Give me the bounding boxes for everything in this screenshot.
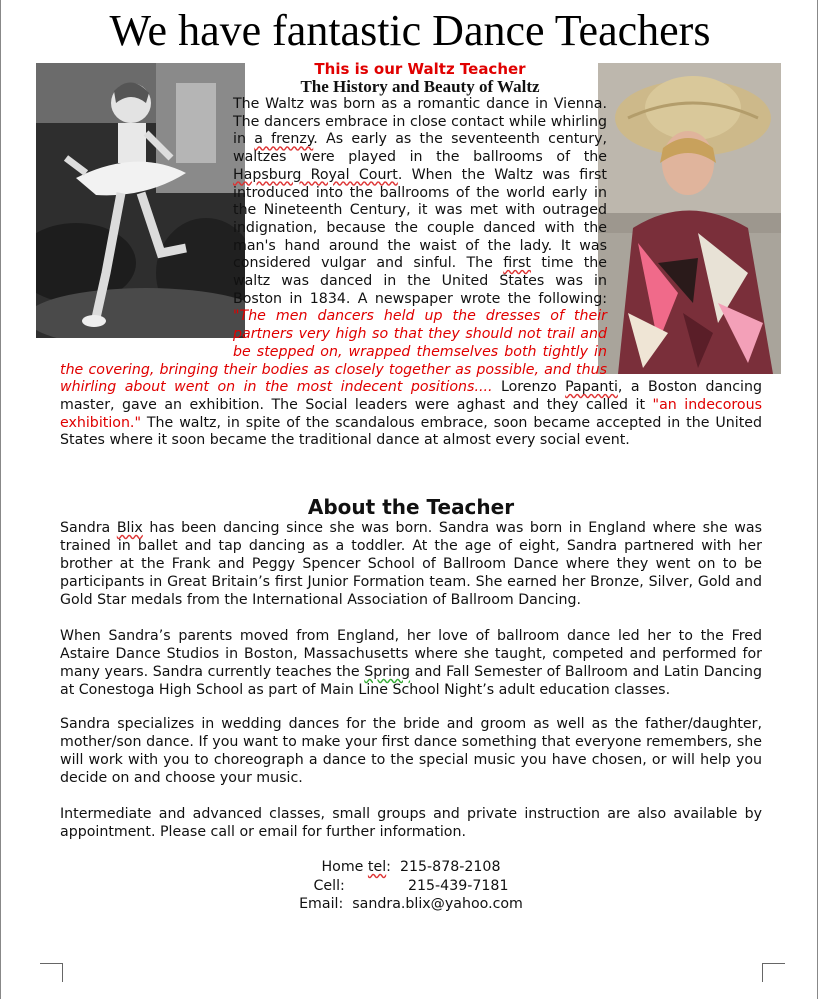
history-text: , a Boston dancing master, gave an exhibition. The Social leaders were aghast and they called it <box>60 379 762 413</box>
waltz-teacher-subtitle: This is our Waltz Teacher <box>314 60 526 78</box>
history-text: The waltz, in spite of the scandalous embrace, soon became accepted in the United States where it soon became the traditional dance at almost every social event. <box>60 414 762 449</box>
spellcheck-word: Blix <box>116 520 143 536</box>
home-phone-value: 215-878-2108 <box>399 859 501 875</box>
about-teacher-heading: About the Teacher <box>307 495 515 519</box>
waltz-history-article <box>60 60 762 450</box>
crop-mark-bottom-right <box>762 963 785 982</box>
bio-paragraph-2 <box>60 627 762 699</box>
newspaper-quote: "The men dancers held up the dresses of their partners very high so that they should not trail and be stepped on, wrapped themselves both tightly in the covering, bringing their bodies as closely together as possible, and thus whirling about went on in the most indecent positions.... <box>60 308 607 396</box>
bio-text: Sandra <box>60 520 117 536</box>
crop-mark-bottom-left <box>40 963 63 982</box>
history-text: . As early as the seventeenth century, waltzes were played in the ballrooms of the <box>233 131 607 166</box>
spellcheck-word: a frenzy <box>254 131 314 148</box>
history-heading: The History and Beauty of Waltz <box>300 77 540 96</box>
email-label: Email: <box>299 896 344 912</box>
history-text: Lorenzo <box>492 379 566 396</box>
contact-info <box>60 858 762 914</box>
bio-text: has been dancing since she was born. Sandra was born in England where she was trained in ballet and tap dancing as a toddler. At the age of eight, Sandra partnered with her brother at the Frank and Peggy Spencer School of Ballroom Dance where they went on to be participants in Great Britain’s first Junior Formation team. She earned her Bronze, Silver, Gold and Gold Star medals from the International Association of Ballroom Dancing. <box>60 520 762 608</box>
indecorous-quote: "an indecorous exhibition." <box>60 396 762 431</box>
history-text: . When the Waltz was first introduced into the ballrooms of the world early in the Nineteenth Century, it was met with outraged indignation, because the couple danced with the man's hand around the waist of the lady. It was considered vulgar and sinful. The <box>233 166 607 272</box>
spellcheck-word: Hapsburg Royal Court <box>233 166 398 183</box>
history-text: The Waltz was born as a romantic dance in Vienna. The dancers embrace in close contact while whirling in <box>233 96 607 148</box>
cell-phone-row <box>60 877 762 896</box>
page-title: We have fantastic Dance Teachers <box>109 6 711 55</box>
home-phone-row <box>60 858 762 877</box>
bio-paragraph-1 <box>60 519 762 609</box>
spellcheck-word: Papanti <box>565 379 618 396</box>
left-photo-spacer <box>36 60 233 351</box>
bio-paragraph-3: Sandra specializes in wedding dances for the bride and groom as well as the father/daughter, mother/son dance. If you want to make your first dance something that everyone remembers, she will work with you to choreograph a dance to the special music you have chosen, or will help you decide on and choose your music. <box>60 716 762 786</box>
spellcheck-word: tel <box>367 859 387 875</box>
spellcheck-word: first <box>503 255 531 272</box>
bio-text: and Fall Semester of Ballroom and Latin Dancing at Conestoga High School as part of Main Line School Night’s adult education classes. <box>60 664 763 698</box>
page-border-right <box>817 0 818 999</box>
history-text: time the waltz was danced in the United States was in Boston in 1834. A newspaper wrote the following: <box>233 255 607 307</box>
home-label: Home <box>321 859 368 875</box>
page-border-left <box>0 0 1 999</box>
cell-label: Cell: <box>313 877 345 894</box>
right-photo-spacer <box>607 60 781 375</box>
bio-text: When Sandra’s parents moved from England, her love of ballroom dance led her to the Fred Astaire Dance Studios in Boston, Massachusetts where she taught, competed and performed for many years. Sandra currently teaches the <box>60 628 762 680</box>
grammar-check-word: Spring <box>364 664 411 680</box>
home-label-colon: : <box>386 859 391 875</box>
cell-phone-value: 215-439-7181 <box>407 877 509 894</box>
email-row <box>60 895 762 914</box>
bio-paragraph-4: Intermediate and advanced classes, small groups and private instruction are also available by appointment. Please call or email for further information. <box>60 806 762 840</box>
email-value: sandra.blix@yahoo.com <box>352 896 523 912</box>
